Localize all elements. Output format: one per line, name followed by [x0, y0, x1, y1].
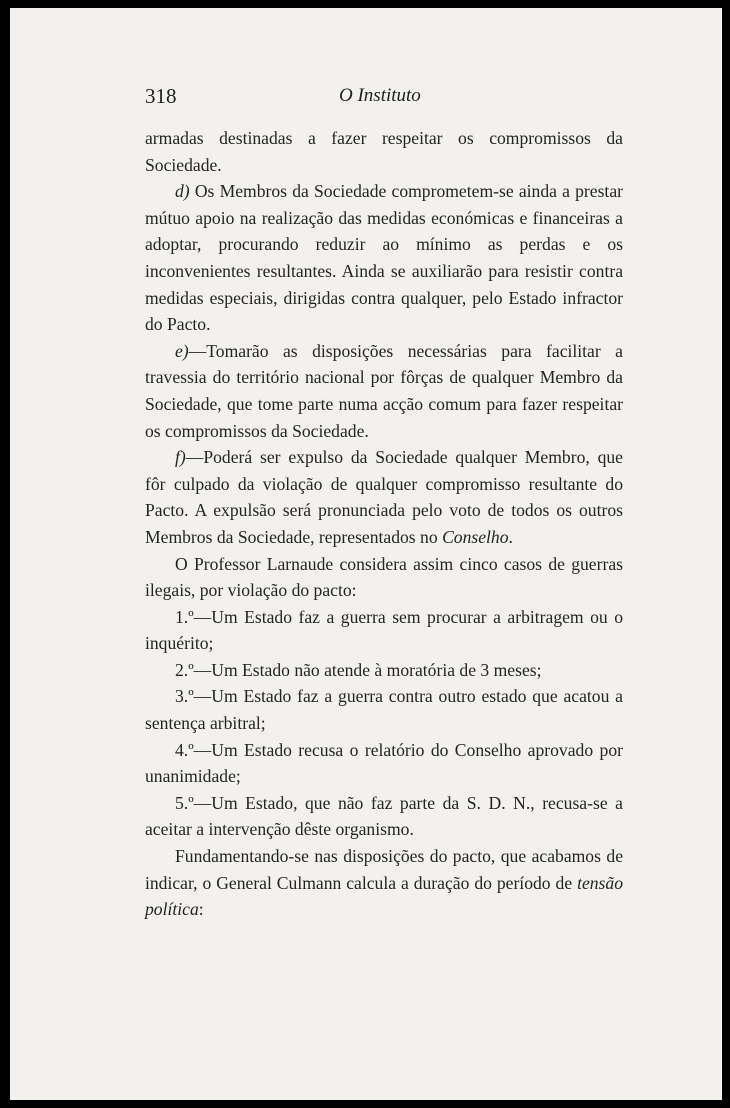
- paragraph-d: d) Os Membros da Sociedade comprometem-se ainda a prestar mútuo apoio na realização das medidas económicas e financeiras a adoptar, procurando reduzir ao mínimo as perdas e os inconvenientes resultantes. Ainda se auxiliarão para resistir contra medidas especiais, dirigidas contra qualquer, pelo Estado infractor do Pacto.: [145, 181, 623, 335]
- paragraph: Fundamentando-se nas disposições do pacto, que acabamos de indicar, o General Culmann calcula a duração do período de tensão política:: [145, 846, 623, 920]
- running-title: O Instituto: [339, 85, 421, 106]
- list-item: 3.º—Um Estado faz a guerra contra outro estado que acatou a sentença arbitral;: [145, 686, 623, 734]
- list-item: 4.º—Um Estado recusa o relatório do Conselho aprovado por unanimidade;: [145, 739, 623, 787]
- list-item: 2.º—Um Estado não atende à moratória de 3 meses;: [175, 659, 542, 680]
- body-text: [145, 125, 623, 923]
- document-page: [10, 8, 722, 1100]
- emphasis: Conselho: [442, 526, 509, 547]
- item-marker: f): [175, 447, 186, 468]
- page-number: 318: [145, 84, 177, 108]
- paragraph-f: f)—Poderá ser expulso da Sociedade qualquer Membro, que fôr culpado da violação de qualquer compromisso resultante do Pacto. A expulsão será pronunciada pelo voto de todos os outros Membros da Sociedade, representados no Conselho.: [145, 447, 623, 547]
- item-marker: d): [175, 181, 190, 202]
- paragraph: armadas destinadas a fazer respeitar os compromissos da Sociedade.: [145, 128, 623, 175]
- paragraph: O Professor Larnaude considera assim cinco casos de guerras ilegais, por violação do pacto:: [145, 553, 623, 601]
- emphasis: tensão política: [145, 872, 623, 920]
- list-item: 1.º—Um Estado faz a guerra sem procurar a arbitragem ou o inquérito;: [145, 606, 623, 654]
- item-marker: e): [175, 340, 189, 361]
- list-item: 5.º—Um Estado, que não faz parte da S. D. N., recusa-se a aceitar a intervenção dêste organismo.: [145, 792, 623, 840]
- paragraph-e: e)—Tomarão as disposições necessárias para facilitar a travessia do território nacional por fôrças de qualquer Membro da Sociedade, que tome parte numa acção comum para fazer respeitar os compromissos da Sociedade.: [145, 340, 623, 441]
- page-header: [145, 84, 623, 114]
